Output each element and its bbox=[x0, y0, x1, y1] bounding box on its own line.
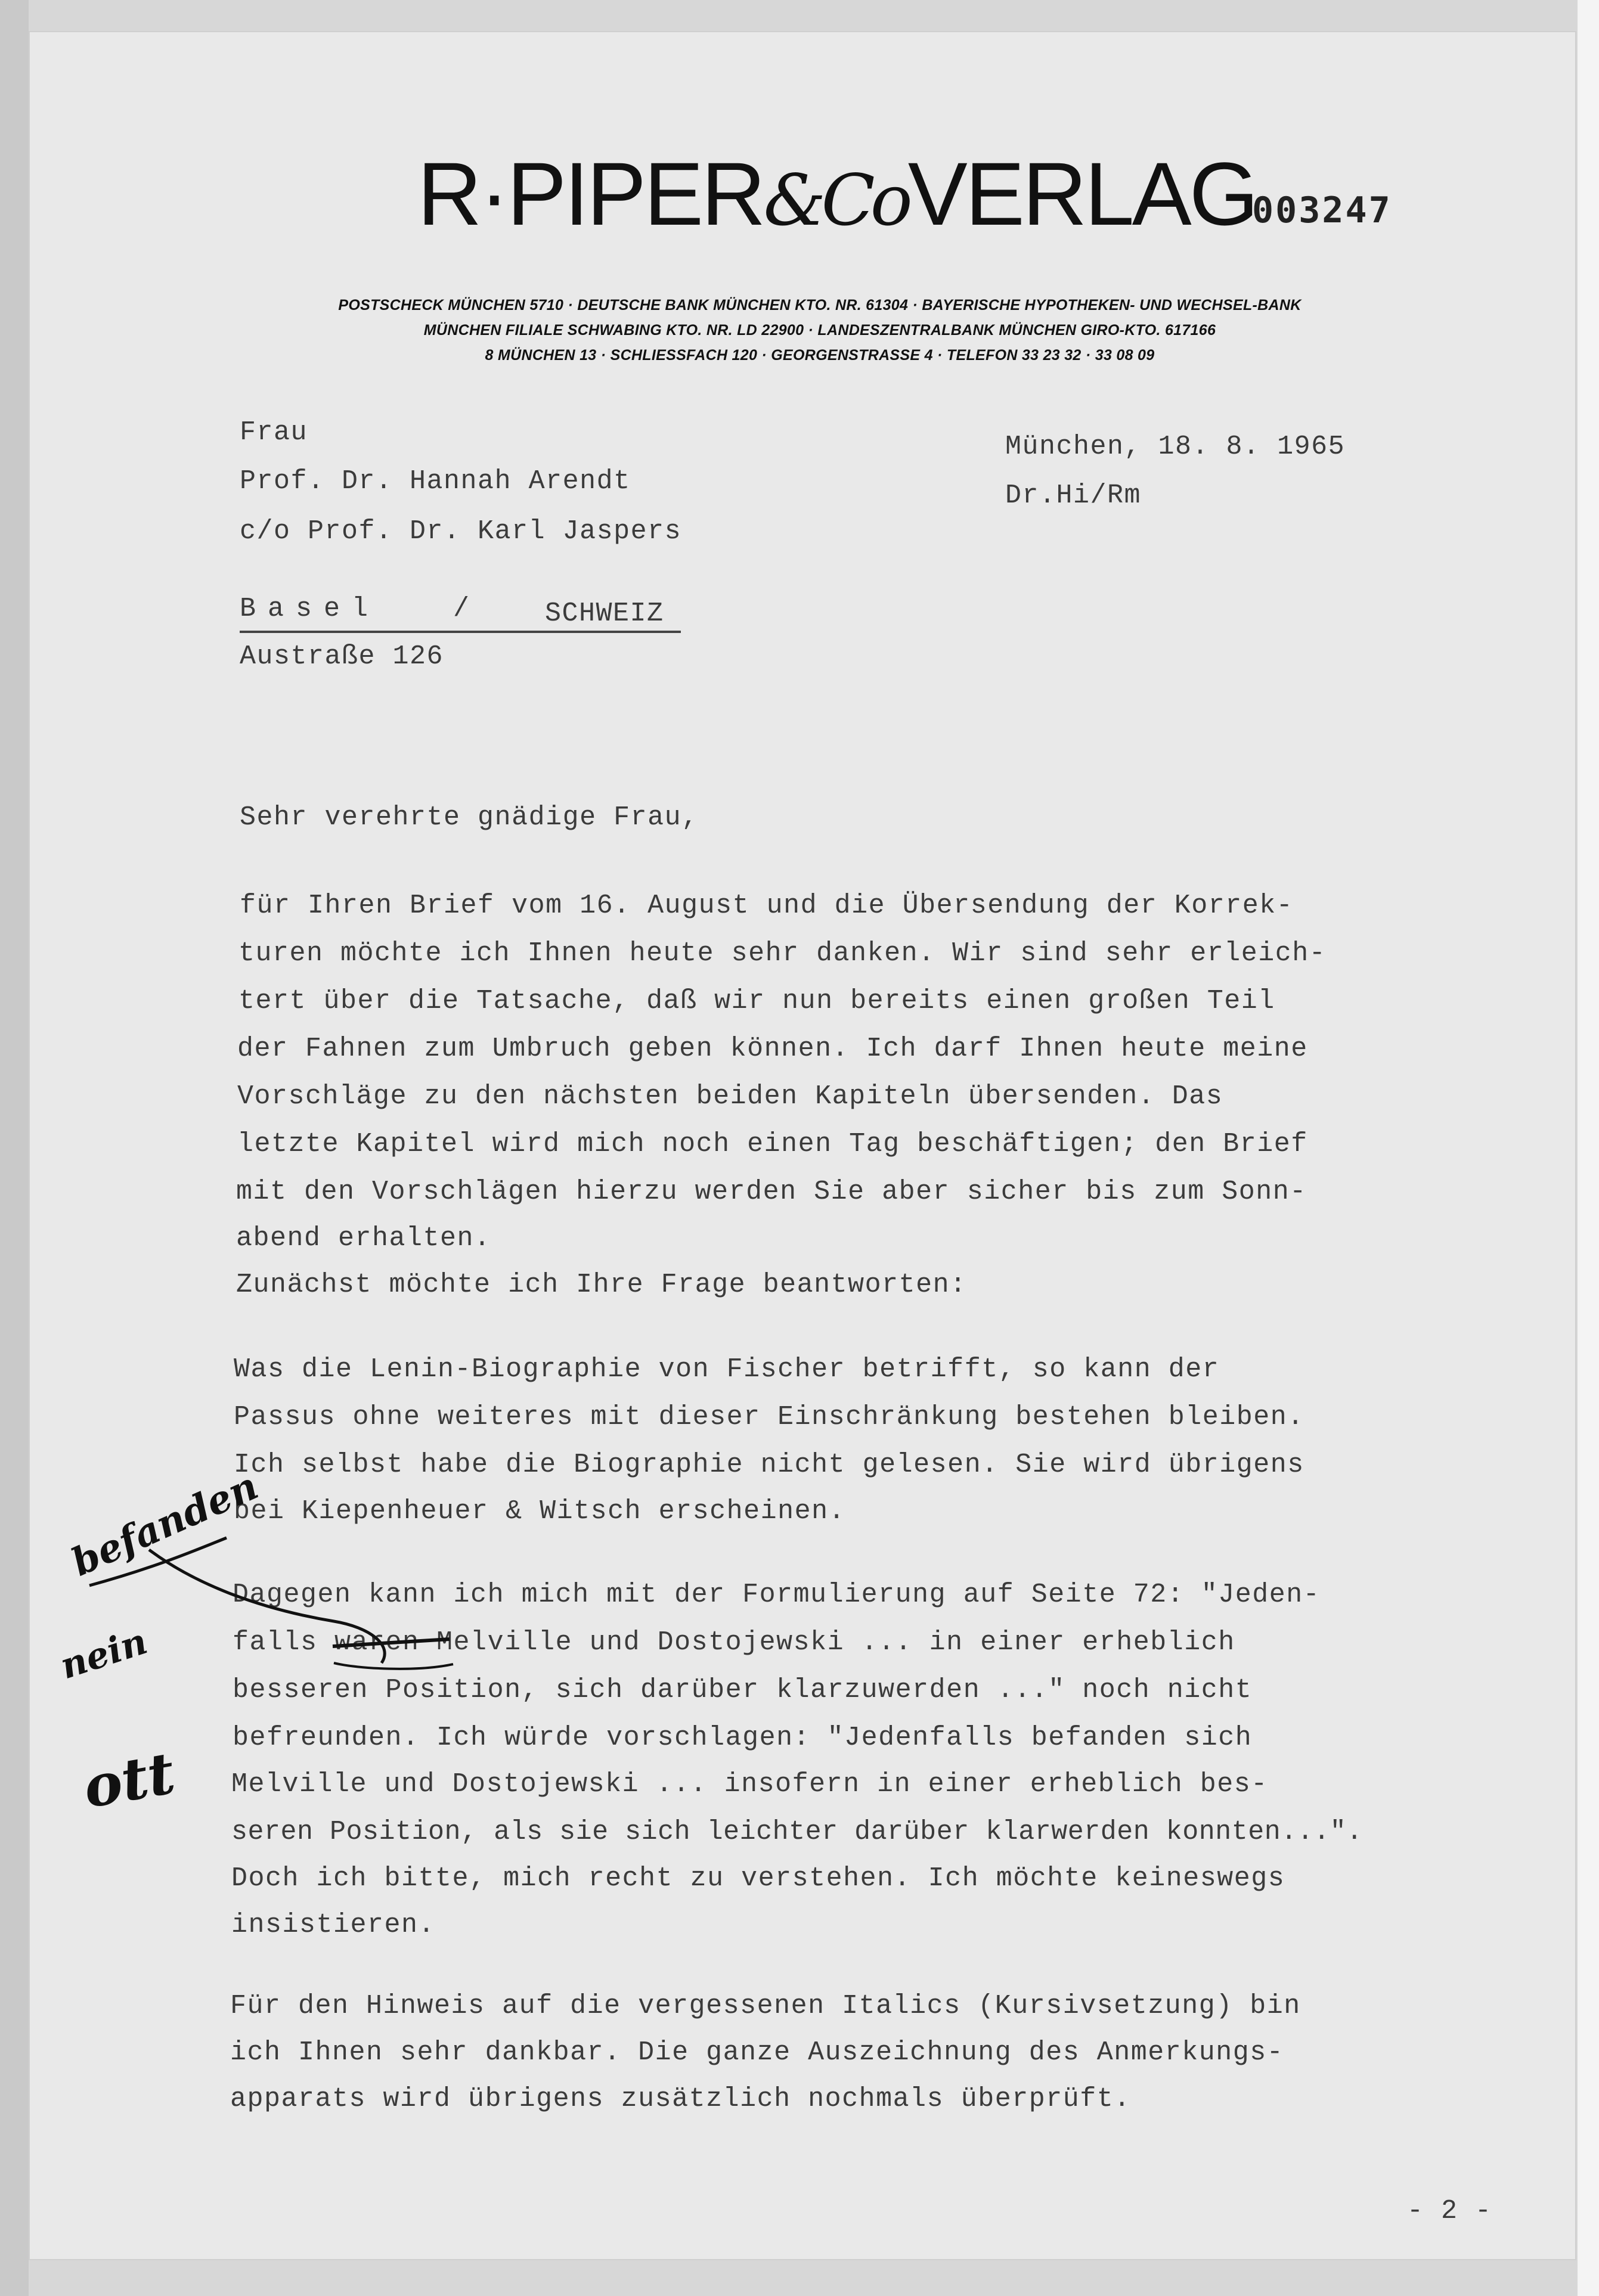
paragraph-1-line: für Ihren Brief vom 16. August und die Übersendung der Korrek- bbox=[240, 891, 1294, 921]
publisher-logo: R·PIPER&CoVERLAG bbox=[417, 144, 1257, 244]
paragraph-4-line: apparats wird übrigens zusätzlich nochmals überprüft. bbox=[230, 2084, 1131, 2114]
paragraph-1-line: turen möchte ich Ihnen heute sehr danken. Wir sind sehr erleich- bbox=[238, 938, 1327, 969]
address-care-of: c/o Prof. Dr. Karl Jaspers bbox=[240, 516, 682, 547]
address-street: Austraße 126 bbox=[240, 641, 444, 672]
address-city: Basel bbox=[240, 594, 380, 624]
paragraph-4-line: Für den Hinweis auf die vergessenen Italics (Kursivsetzung) bin bbox=[230, 1991, 1301, 2021]
paragraph-3-line: seren Position, als sie sich leichter darüber klarwerden konnten...". bbox=[231, 1817, 1363, 1847]
address-separator: / bbox=[453, 594, 470, 624]
pen-stroke bbox=[334, 1663, 453, 1669]
paragraph-3-line: falls waren Melville und Dostojewski ... in einer erheblich bbox=[233, 1627, 1235, 1658]
handwritten-note: ott bbox=[78, 1739, 180, 1822]
paragraph-2-line: Passus ohne weiteres mit dieser Einschränkung bestehen bleiben. bbox=[234, 1402, 1304, 1432]
paragraph-3-line: befreunden. Ich würde vorschlagen: "Jedenfalls befanden sich bbox=[233, 1723, 1253, 1753]
paragraph-1-line: tert über die Tatsache, daß wir nun bereits einen großen Teil bbox=[238, 986, 1275, 1016]
bank-details-line-2: MÜNCHEN FILIALE SCHWABING KTO. NR. LD 22900 · LANDESZENTRALBANK MÜNCHEN GIRO-KTO. 617166 bbox=[423, 322, 1216, 339]
paragraph-1-line: mit den Vorschlägen hierzu werden Sie aber sicher bis zum Sonn- bbox=[236, 1177, 1307, 1207]
paragraph-2-line: Ich selbst habe die Biographie nicht gelesen. Sie wird übrigens bbox=[234, 1450, 1304, 1480]
paragraph-3-line: Dagegen kann ich mich mit der Formulierung auf Seite 72: "Jeden- bbox=[233, 1580, 1321, 1610]
letter-date: München, 18. 8. 1965 bbox=[1005, 432, 1346, 462]
paragraph-1-line: der Fahnen zum Umbruch geben können. Ich darf Ihnen heute meine bbox=[237, 1034, 1308, 1064]
paragraph-1-line: Vorschläge zu den nächsten beiden Kapiteln übersenden. Das bbox=[237, 1081, 1223, 1112]
paragraph-3-line: Melville und Dostojewski ... insofern in einer erheblich bes- bbox=[231, 1769, 1268, 1799]
paragraph-3-line: besseren Position, sich darüber klarzuwerden ..." noch nicht bbox=[233, 1675, 1253, 1705]
paragraph-2-line: bei Kiepenheuer & Witsch erscheinen. bbox=[234, 1496, 846, 1526]
greeting: Sehr verehrte gnädige Frau, bbox=[240, 802, 699, 833]
address-name: Prof. Dr. Hannah Arendt bbox=[240, 466, 631, 497]
paragraph-4-line: ich Ihnen sehr dankbar. Die ganze Auszeichnung des Anmerkungs- bbox=[230, 2037, 1284, 2068]
paragraph-1-line: letzte Kapitel wird mich noch einen Tag beschäftigen; den Brief bbox=[237, 1129, 1308, 1159]
bank-details-line-3: 8 MÜNCHEN 13 · SCHLIESSFACH 120 · GEORGENSTRASSE 4 · TELEFON 33 23 32 · 33 08 09 bbox=[485, 347, 1155, 364]
address-salutation: Frau bbox=[240, 417, 308, 448]
paragraph-3-line: insistieren. bbox=[231, 1910, 436, 1940]
handwritten-note: nein bbox=[55, 1620, 153, 1688]
paragraph-3-line: Doch ich bitte, mich recht zu verstehen. Ich möchte keineswegs bbox=[231, 1863, 1285, 1894]
paragraph-1-line: abend erhalten. bbox=[236, 1223, 491, 1254]
strike-through bbox=[333, 1639, 450, 1646]
paragraph-2-line: Was die Lenin-Biographie von Fischer betrifft, so kann der bbox=[234, 1354, 1220, 1385]
bank-details-line-1: POSTSCHECK MÜNCHEN 5710 · DEUTSCHE BANK MÜNCHEN KTO. NR. 61304 · BAYERISCHE HYPOTHEKEN- UND WECHSEL-BANK bbox=[338, 297, 1301, 314]
address-country: SCHWEIZ bbox=[545, 598, 664, 629]
handwritten-note: befanden bbox=[65, 1463, 265, 1586]
page-number: - 2 - bbox=[1407, 2196, 1492, 2226]
letter-reference: Dr.Hi/Rm bbox=[1005, 480, 1142, 511]
pen-stroke bbox=[89, 1538, 227, 1586]
document-number: 003247 bbox=[1252, 190, 1392, 231]
paragraph-1-line: Zunächst möchte ich Ihre Frage beantworten: bbox=[236, 1270, 967, 1300]
